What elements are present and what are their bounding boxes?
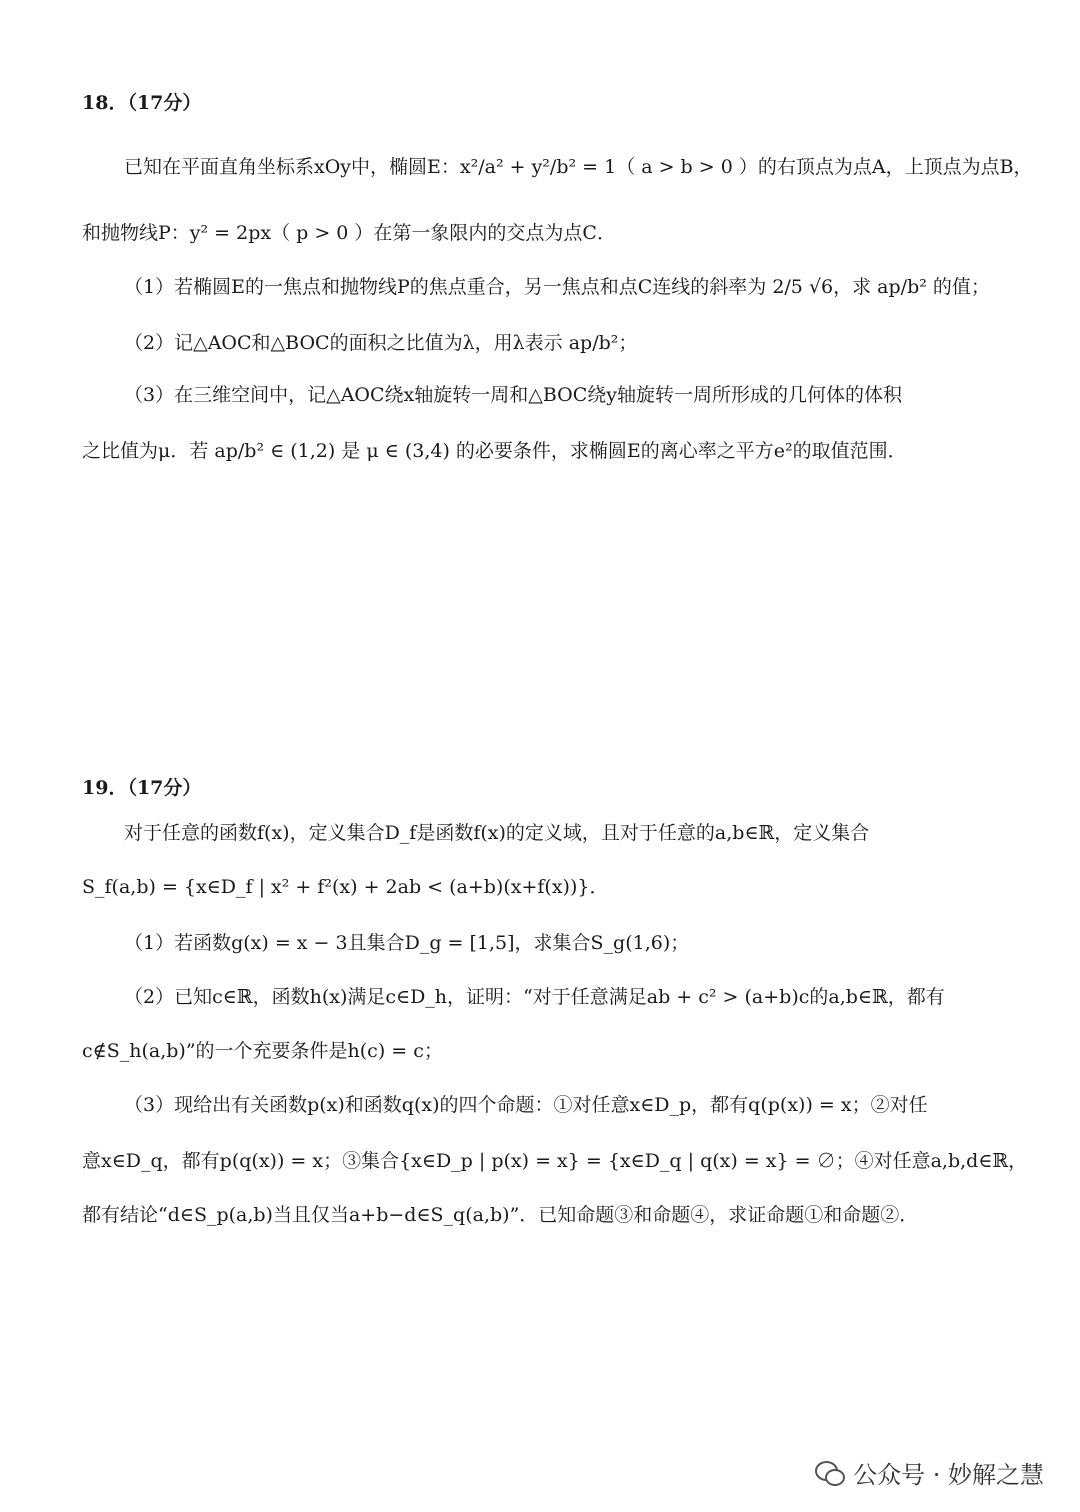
footer-watermark (815, 1455, 1044, 1490)
q19-line-5: c∉S_h(a,b)”的一个充要条件是h(c) = c； (82, 1040, 443, 1062)
q19-line-2: S_f(a,b) = {x∈D_f | x² + f²(x) + 2ab < (a+b)(x+f(x))}． (82, 876, 609, 898)
wechat-icon (815, 1461, 843, 1485)
q19-line-4: （2）已知c∈ℝ，函数h(x)满足c∈D_h，证明：“对于任意满足ab + c² > (a+b)c的a,b∈ℝ，都有 (124, 986, 945, 1008)
q18-line-5: （3）在三维空间中，记△AOC绕x轴旋转一周和△BOC绕y轴旋转一周所形成的几何体的体积 (124, 384, 903, 406)
q19-line-7: 意x∈D_q，都有p(q(x)) = x；③集合{x∈D_p | p(x) = x} = {x∈D_q | q(x) = x} = ∅；④对任意a,b,d∈ℝ， (82, 1150, 1028, 1172)
q19-line-3: （1）若函数g(x) = x − 3且集合D_g = [1,5]，求集合S_g(1,6)； (124, 932, 690, 954)
q19-line-8: 都有结论“d∈S_p(a,b)当且仅当a+b−d∈S_q(a,b)”．已知命题③和命题④，求证命题①和命题②． (82, 1204, 919, 1226)
q19-heading: 19．（17分） (82, 777, 202, 799)
q18-line-1: 已知在平面直角坐标系xOy中，椭圆E：x²/a² + y²/b² = 1（ a > b > 0 ）的右顶点为点A，上顶点为点B， (124, 156, 1033, 178)
q18-line-3: （1）若椭圆E的一焦点和抛物线P的焦点重合，另一焦点和点C连线的斜率为 2/5 √6，求 ap/b² 的值； (124, 276, 990, 298)
q18-line-6: 之比值为μ．若 ap/b² ∈ (1,2) 是 μ ∈ (3,4) 的必要条件，求椭圆E的离心率之平方e²的取值范围． (82, 440, 907, 462)
q18-line-4: （2）记△AOC和△BOC的面积之比值为λ，用λ表示 ap/b²； (124, 332, 638, 354)
q19-line-1: 对于任意的函数f(x)，定义集合D_f是函数f(x)的定义域，且对于任意的a,b∈ℝ，定义集合 (124, 822, 870, 844)
q19-line-6: （3）现给出有关函数p(x)和函数q(x)的四个命题：①对任意x∈D_p，都有q(p(x)) = x；②对任 (124, 1094, 928, 1116)
q18-line-2: 和抛物线P：y² = 2px（ p > 0 ）在第一象限内的交点为点C． (82, 222, 616, 244)
footer-text: 公众号 · 妙解之慧 (853, 1461, 1044, 1489)
q18-heading: 18．（17分） (82, 92, 202, 114)
